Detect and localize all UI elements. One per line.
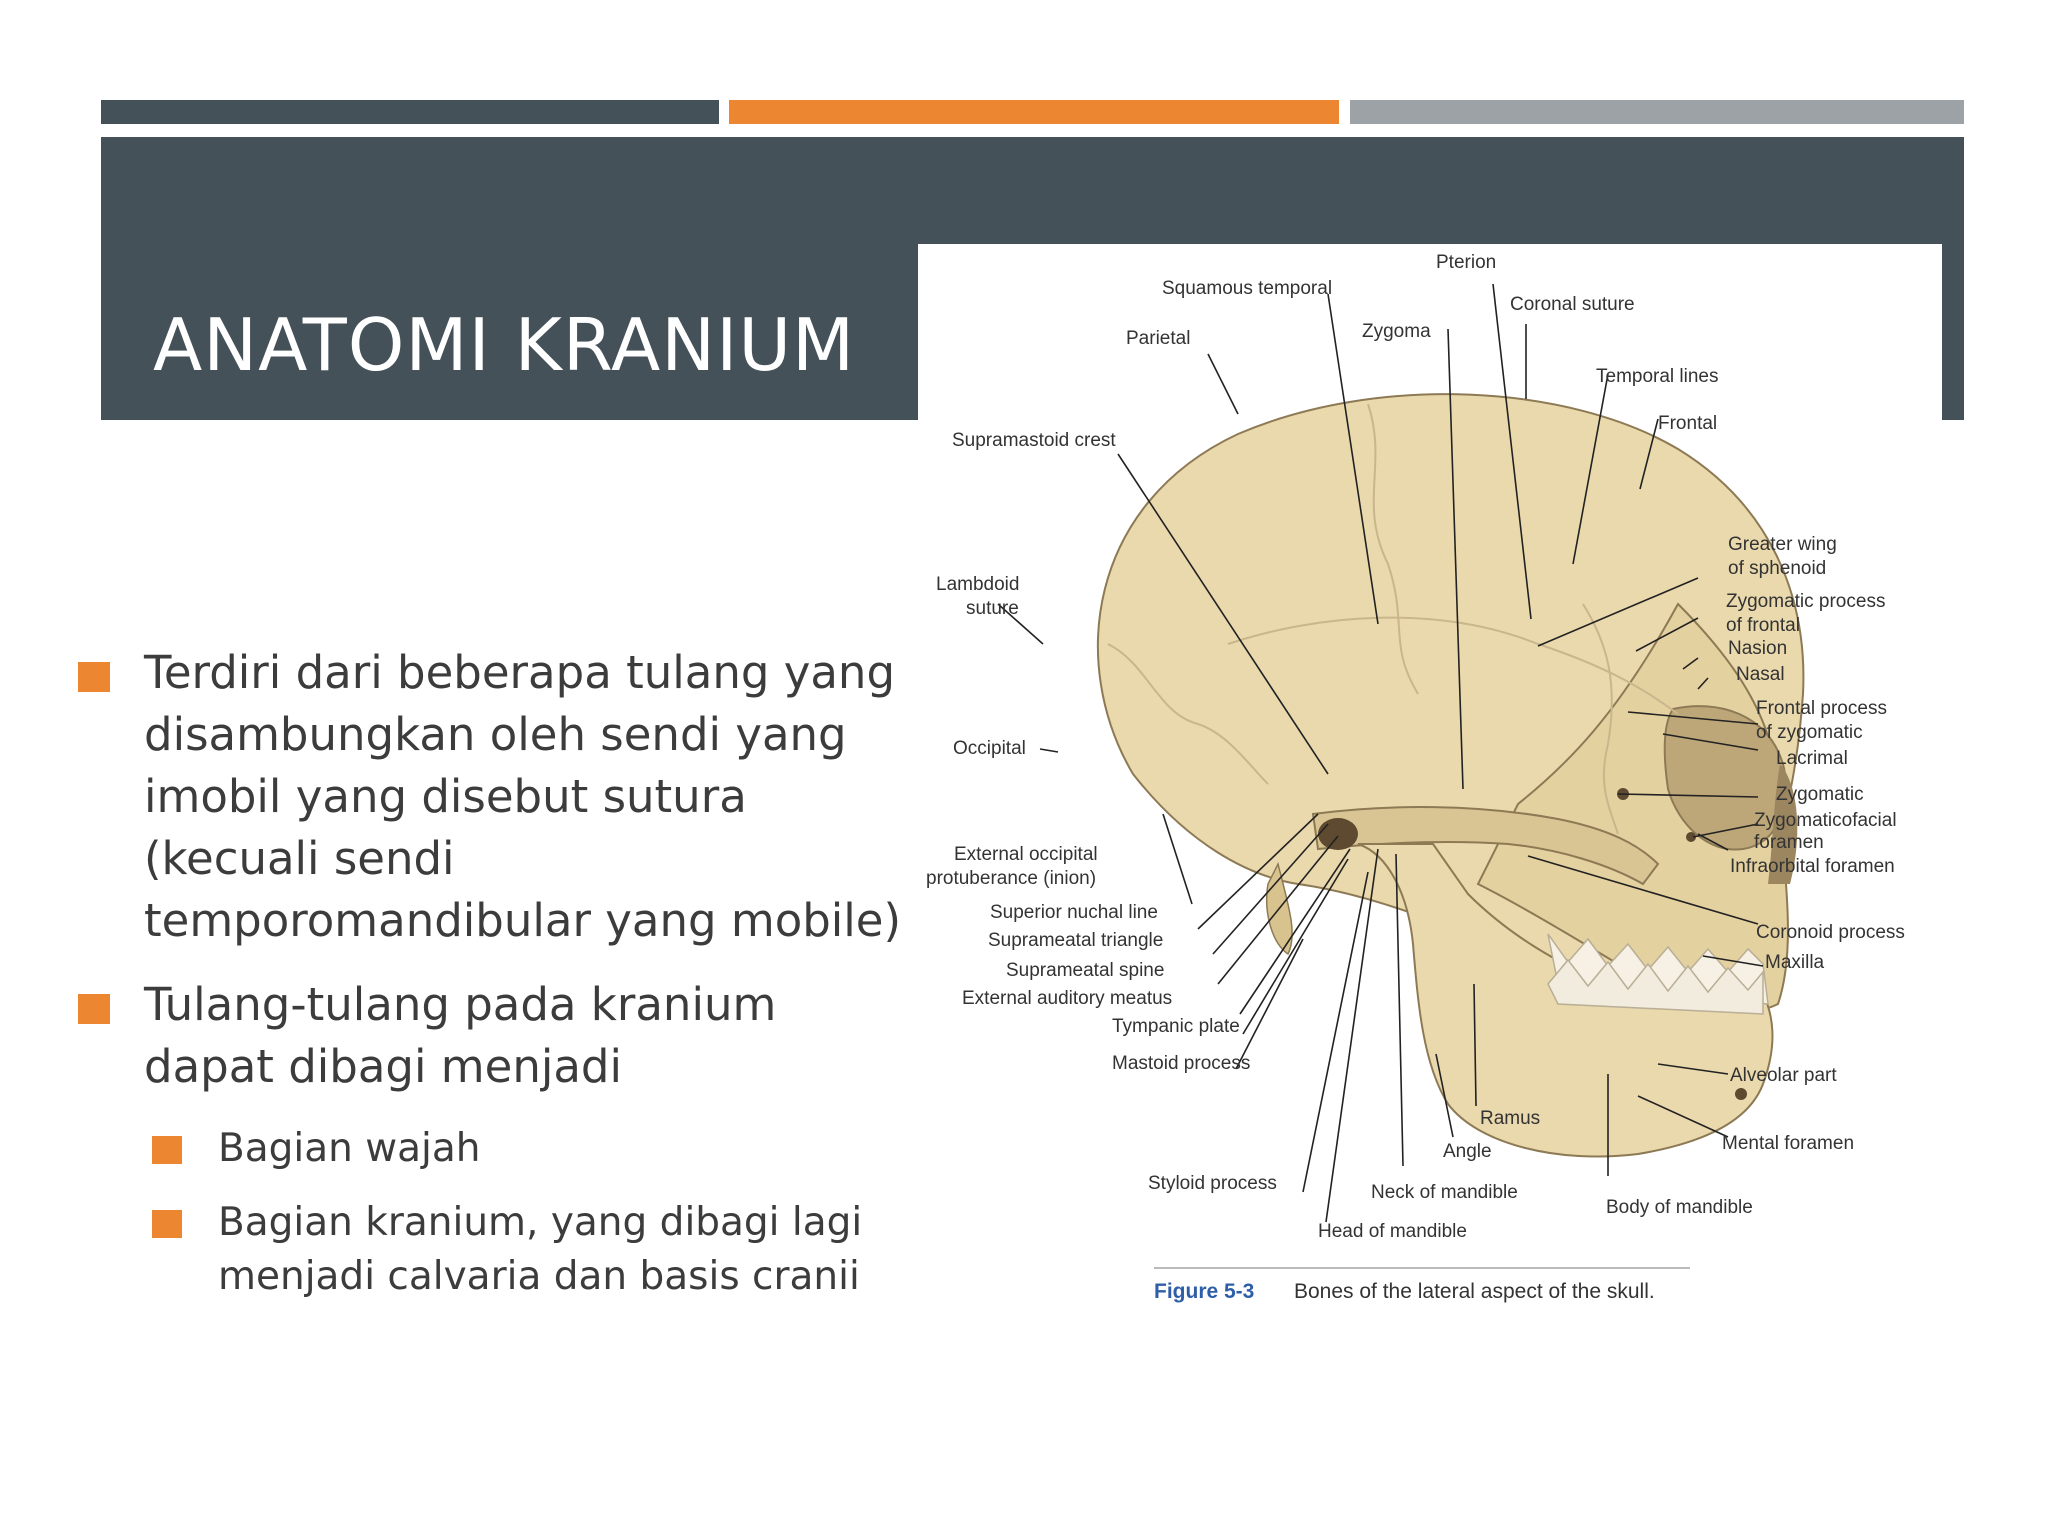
skull-figure <box>918 244 1942 1344</box>
skull-illustration <box>918 244 1942 1344</box>
label-angle: Angle <box>1443 1141 1492 1162</box>
label-lambdoid-suture: Lambdoid <box>936 574 1020 595</box>
label-frontal: Frontal <box>1658 413 1718 434</box>
label-greater-wing: of sphenoid <box>1728 558 1827 579</box>
label-tympanic-plate: Tympanic plate <box>1112 1016 1240 1037</box>
label-supramastoid-crest: Supramastoid crest <box>952 430 1116 451</box>
label-coronoid-process: Coronoid process <box>1756 922 1905 943</box>
figure-caption-number: Figure 5-3 <box>1154 1280 1255 1303</box>
bullet-item <box>78 642 928 952</box>
bullet-square-icon <box>78 662 110 692</box>
label-external-occipital-protuberance: External occipital <box>954 844 1098 865</box>
bullet-square-icon <box>78 994 110 1024</box>
bullet-text: Terdiri dari beberapa tulang yang disambungkan oleh sendi yang imobil yang disebut sutura (kecuali sendi temporomandibular yang mobile) <box>144 646 902 947</box>
slide-title: ANATOMI KRANIUM <box>153 303 856 387</box>
label-zygomatic: Zygomatic <box>1776 784 1864 805</box>
label-maxilla: Maxilla <box>1765 952 1825 973</box>
label-nasion: Nasion <box>1728 638 1788 659</box>
label-alveolar-part: Alveolar part <box>1730 1065 1837 1086</box>
label-external-auditory-meatus: External auditory meatus <box>962 988 1173 1009</box>
label-squamous-temporal: Squamous temporal <box>1162 278 1333 299</box>
label-pterion: Pterion <box>1436 252 1497 273</box>
skull-drawing <box>1098 394 1803 1156</box>
label-head-of-mandible: Head of mandible <box>1318 1221 1467 1242</box>
sub-bullet-text: Bagian kranium, yang dibagi lagi menjadi calvaria dan basis cranii <box>218 1200 863 1299</box>
bullet-text: Tulang-tulang pada kranium dapat dibagi menjadi <box>144 978 777 1093</box>
label-suprameatal-spine: Suprameatal spine <box>1006 960 1165 981</box>
label-mental-foramen: Mental foramen <box>1722 1133 1855 1154</box>
label-neck-of-mandible: Neck of mandible <box>1371 1182 1518 1203</box>
label-zygomatic-process-frontal: of frontal <box>1726 615 1800 636</box>
bullet-square-icon <box>152 1210 182 1238</box>
bullet-item <box>78 974 928 1098</box>
label-zygoma: Zygoma <box>1362 321 1431 342</box>
label-body-of-mandible: Body of mandible <box>1606 1197 1753 1218</box>
label-zygomatic-process-frontal: Zygomatic process <box>1726 591 1886 612</box>
label-external-occipital-protuberance: protuberance (inion) <box>926 868 1097 889</box>
label-styloid-process: Styloid process <box>1148 1173 1277 1194</box>
label-zygomaticofacial-foramen: foramen <box>1754 832 1824 853</box>
label-lacrimal: Lacrimal <box>1776 748 1848 769</box>
sub-bullet-text: Bagian wajah <box>218 1126 481 1171</box>
accent-bar-dark <box>101 100 719 124</box>
bullet-list <box>78 642 928 1324</box>
label-temporal-lines: Temporal lines <box>1596 366 1719 387</box>
label-mastoid-process: Mastoid process <box>1112 1053 1251 1074</box>
label-parietal: Parietal <box>1126 328 1191 349</box>
label-frontal-process-zygomatic: of zygomatic <box>1756 722 1863 743</box>
label-infraorbital-foramen: Infraorbital foramen <box>1730 856 1895 877</box>
label-greater-wing: Greater wing <box>1728 534 1837 555</box>
label-zygomaticofacial-foramen: Zygomaticofacial <box>1754 810 1897 831</box>
accent-bar-gray <box>1350 100 1964 124</box>
label-lambdoid-suture: suture <box>966 598 1019 619</box>
bullet-square-icon <box>152 1136 182 1164</box>
label-occipital: Occipital <box>953 738 1026 759</box>
label-frontal-process-zygomatic: Frontal process <box>1756 698 1887 719</box>
sub-bullet-item <box>78 1122 928 1176</box>
label-ramus: Ramus <box>1480 1108 1541 1129</box>
figure-caption-text: Bones of the lateral aspect of the skull. <box>1294 1280 1655 1303</box>
label-suprameatal-triangle: Suprameatal triangle <box>988 930 1164 951</box>
label-superior-nuchal-line: Superior nuchal line <box>990 902 1158 923</box>
accent-bar-orange <box>729 100 1339 124</box>
sub-bullet-item <box>78 1196 928 1304</box>
label-coronal-suture: Coronal suture <box>1510 294 1635 315</box>
label-nasal: Nasal <box>1736 664 1785 685</box>
